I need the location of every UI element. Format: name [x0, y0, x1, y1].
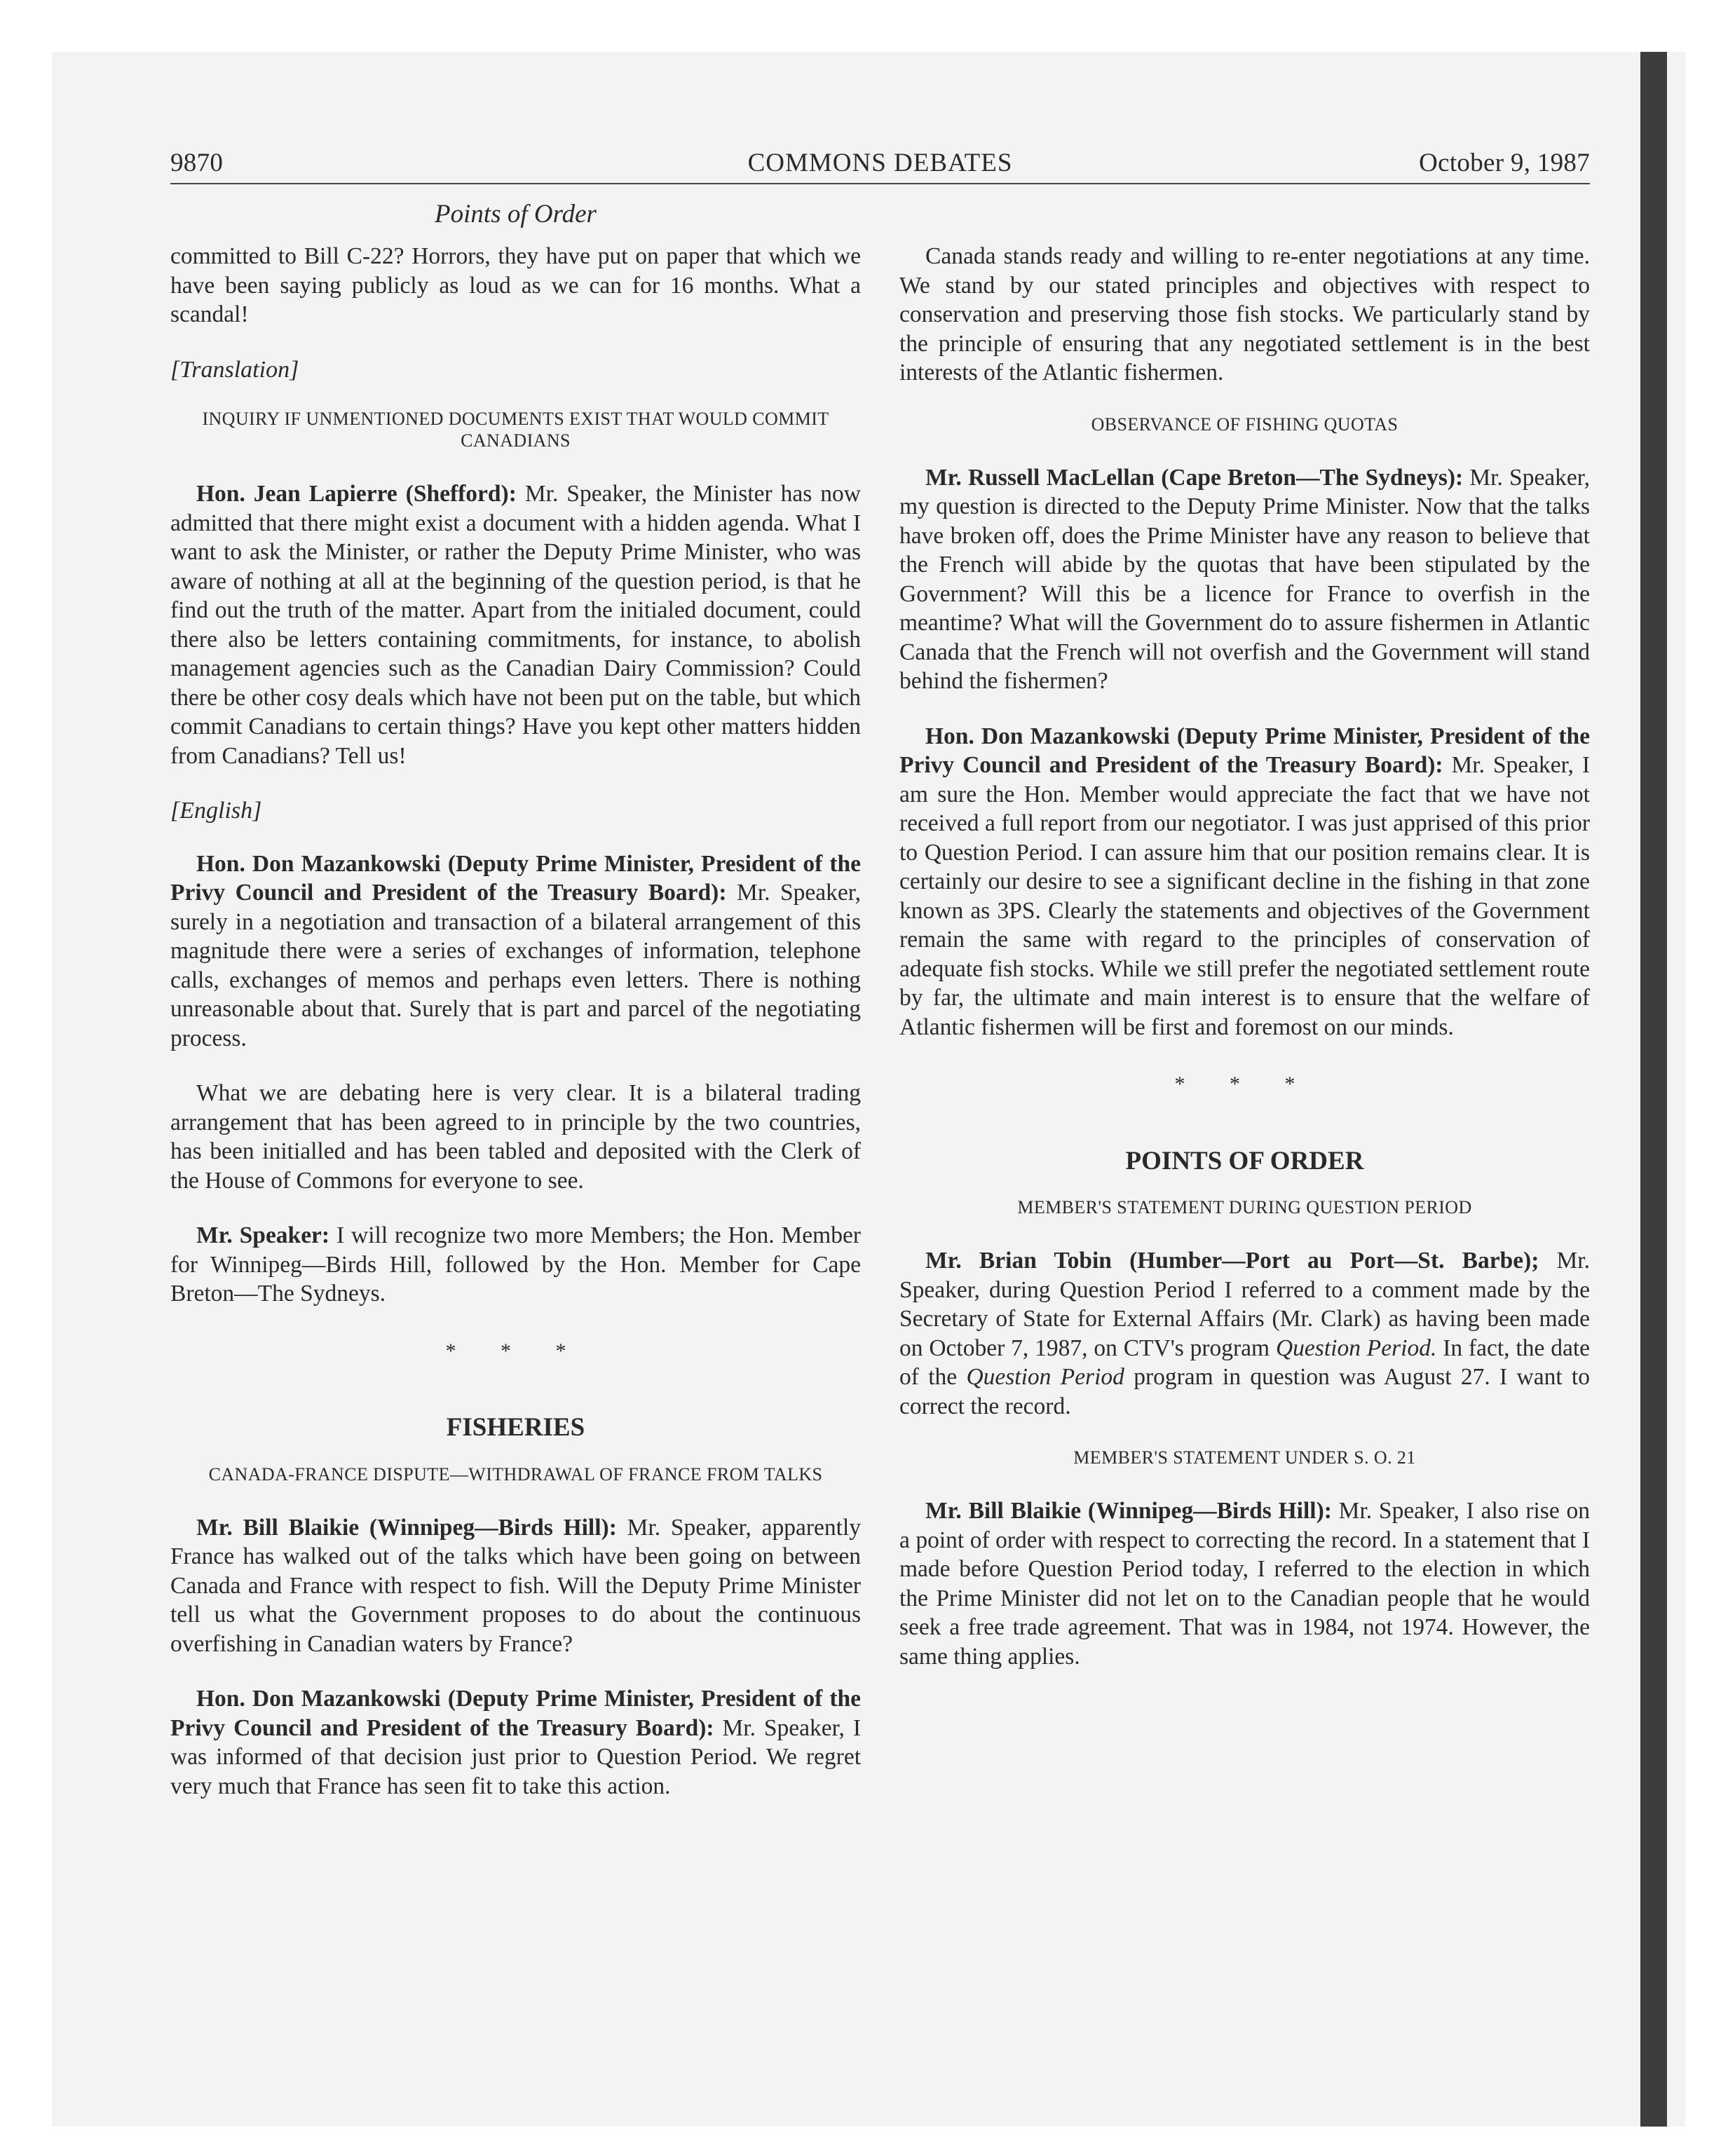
section-separator: * * *	[445, 1339, 586, 1363]
speech-paragraph	[899, 1496, 1590, 1671]
speech-paragraph	[170, 1684, 861, 1801]
program-title: Question Period	[966, 1364, 1124, 1390]
topic-subheading: MEMBER'S STATEMENT UNDER S. O. 21	[1073, 1447, 1416, 1468]
right-column	[899, 242, 1590, 1697]
speech-text: Mr. Speaker, during Question Period I referred to a comment made by the Secretary of State for External Affairs (Mr. Clark) as having been made on October 7, 1987, on CTV's program	[899, 1248, 1590, 1361]
paragraph: committed to Bill C-22? Horrors, they have put on paper that which we have been saying publicly as loud as we can for 16 months. What a scandal!	[170, 243, 861, 327]
speaker-name: Mr. Brian Tobin (Humber—Port au Port—St. Barbe);	[925, 1248, 1539, 1274]
speech-text: Mr. Speaker, my question is directed to the Deputy Prime Minister. Now that the talks have broken off, does the Prime Minister have any reason to believe that the French will abide by the quotas that have been stipulated by the Government? Will this be a licence for France to overfish in the meantime? What will the Government do to assure fishermen in Atlantic Canada that the French will not overfish and the Government will stand behind the fishermen?	[899, 464, 1590, 694]
speech-paragraph	[170, 1513, 861, 1659]
language-marker: [Translation]	[170, 356, 299, 383]
speech-paragraph	[899, 463, 1590, 696]
speaker-name: Mr. Bill Blaikie (Winnipeg—Birds Hill):	[925, 1498, 1332, 1524]
section-heading: POINTS OF ORDER	[1125, 1146, 1364, 1175]
paragraph: What we are debating here is very clear. It is a bilateral trading arrangement that has been agreed to in principle by the two countries, has been initialled and has been tabled and deposited with the Clerk of the House of Commons for everyone to see.	[170, 1080, 861, 1194]
speech-text: Mr. Speaker, surely in a negotiation and transaction of a bilateral arrangement of this magnitude there were a series of exchanges of information, telephone calls, exchanges of memos and perhaps even letters. There is nothing unreasonable about that. Surely that is part and parcel of the negotiating process.	[170, 880, 861, 1051]
paragraph: Canada stands ready and willing to re-enter negotiations at any time. We stand by our stated principles and objectives with respect to conservation and preserving those fish stocks. We particularly stand by the principle of ensuring that any negotiated settlement is in the best interests of the Atlantic fishermen.	[899, 243, 1590, 386]
speaker-name: Mr. Bill Blaikie (Winnipeg—Birds Hill):	[196, 1514, 617, 1541]
scan-edge-shadow	[1640, 52, 1667, 2127]
speech-paragraph	[170, 1221, 861, 1309]
speaker-name: Mr. Russell MacLellan (Cape Breton—The Sydneys):	[925, 464, 1464, 491]
section-heading: FISHERIES	[446, 1413, 585, 1442]
publication-date: October 9, 1987	[1419, 149, 1590, 177]
language-marker: [English]	[170, 798, 262, 824]
speaker-name: Hon. Don Mazankowski (Deputy Prime Minister, President of the Privy Council and President of the Treasury Board):	[170, 850, 861, 906]
speech-text: Mr. Speaker, I also rise on a point of order with respect to correcting the record. In a statement that I made before Question Period today, I referred to the election in which the Prime Minister did not let on to the Canadian people that he would seek a free trade agreement. That was in 1984, not 1974. However, the same thing applies.	[899, 1498, 1590, 1670]
header-rule	[170, 183, 1590, 184]
speaker-name: Hon. Jean Lapierre (Shefford):	[196, 481, 517, 507]
publication-title: COMMONS DEBATES	[747, 149, 1013, 177]
speech-paragraph	[170, 850, 861, 1053]
speech-text: I will recognize two more Members; the Hon. Member for Winnipeg—Birds Hill, followed by the Hon. Member for Cape Breton—The Sydneys.	[170, 1222, 861, 1306]
running-head: Points of Order	[435, 200, 597, 228]
speaker-name: Hon. Don Mazankowski (Deputy Prime Minister, President of the Privy Council and President of the Treasury Board):	[170, 1686, 861, 1741]
speech-text: In fact, the date of the	[899, 1335, 1590, 1390]
left-column	[170, 242, 861, 1827]
topic-subheading: MEMBER'S STATEMENT DURING QUESTION PERIOD	[1017, 1197, 1472, 1217]
speaker-name: Mr. Speaker:	[196, 1222, 330, 1248]
speaker-name: Hon. Don Mazankowski (Deputy Prime Minister, President of the Privy Council and President of the Treasury Board):	[899, 723, 1590, 778]
topic-subheading: CANADA-FRANCE DISPUTE—WITHDRAWAL OF FRANCE FROM TALKS	[208, 1464, 823, 1485]
speech-text: Mr. Speaker, I was informed of that decision just prior to Question Period. We regret very much that France has seen fit to take this action.	[170, 1714, 861, 1799]
speech-text: Mr. Speaker, the Minister has now admitted that there might exist a document with a hidden agenda. What I want to ask the Minister, or rather the Deputy Prime Minister, who was aware of nothing at all at the beginning of the question period, is that he find out the truth of the matter. Apart from the initialed document, could there also be letters containing commitments, for instance, to abolish management agencies such as the Canadian Dairy Commission? Could there be other cosy deals which have not been put on the table, but which commit Canadians to certain things? Have you kept other matters hidden from Canadians? Tell us!	[170, 481, 861, 769]
speech-text: Mr. Speaker, apparently France has walked out of the talks which have been going on between Canada and France with respect to fish. Will the Deputy Prime Minister tell us what the Government proposes to do about the continuous overfishing in Canadian waters by France?	[170, 1514, 861, 1657]
speech-text: Mr. Speaker, I am sure the Hon. Member would appreciate the fact that we have not received a full report from our negotiator. I was just apprised of this prior to Question Period. I can assure him that our position remains clear. It is certainly our desire to see a significant decline in the fishing in that zone known as 3PS. Clearly the statements and objectives of the Government remain the same with regard to the principles of conservation of adequate fish stocks. While we still prefer the negotiated settlement route by far, the ultimate and main interest is to ensure that the welfare of Atlantic fishermen will be first and foremost on our minds.	[899, 752, 1590, 1040]
program-title: Question Period.	[1275, 1335, 1437, 1361]
section-separator: * * *	[1174, 1072, 1315, 1096]
topic-subheading: INQUIRY IF UNMENTIONED DOCUMENTS EXIST THAT WOULD COMMIT CANADIANS	[202, 409, 829, 451]
topic-subheading: OBSERVANCE OF FISHING QUOTAS	[1091, 414, 1399, 435]
speech-paragraph	[899, 722, 1590, 1042]
speech-paragraph	[899, 1246, 1590, 1421]
speech-paragraph	[170, 479, 861, 770]
speech-text: program in question was August 27. I want to correct the record.	[899, 1364, 1590, 1419]
page-number: 9870	[170, 149, 224, 177]
page-header	[170, 147, 1590, 184]
